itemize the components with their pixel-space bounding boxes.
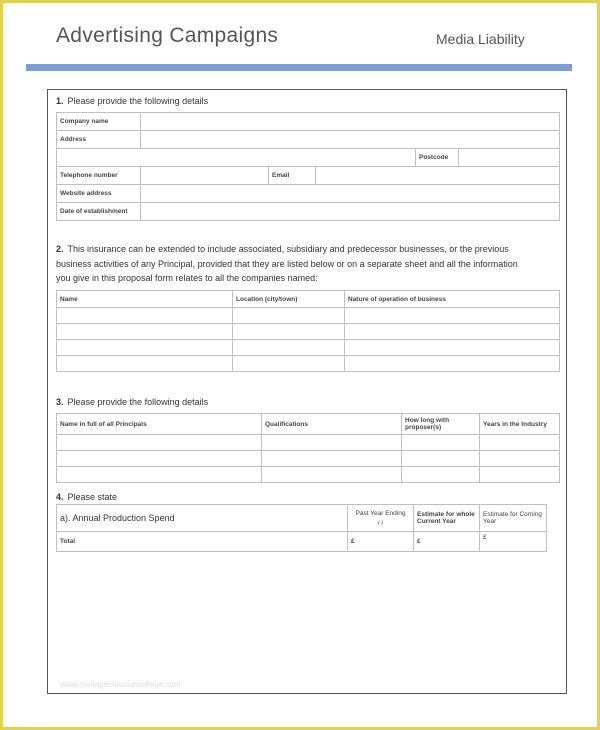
total-current-year-cell[interactable] — [414, 532, 480, 552]
page-title: Advertising Campaigns — [56, 24, 279, 47]
how-long-cell[interactable] — [402, 435, 480, 451]
table-row — [57, 308, 560, 324]
table-row — [57, 167, 560, 185]
section3-heading: 3. Please provide the following details — [56, 397, 209, 407]
nature-cell[interactable] — [345, 324, 560, 340]
page-subtitle: Media Liability — [436, 31, 525, 47]
website-field[interactable] — [141, 185, 560, 203]
address-field-line2[interactable] — [57, 149, 416, 167]
table-header-row — [57, 414, 560, 435]
table-row — [57, 467, 560, 483]
total-label: Total — [57, 532, 348, 552]
how-long-cell[interactable] — [402, 467, 480, 483]
past-year-cell[interactable] — [348, 505, 414, 532]
column-header-years: Years in the Industry — [480, 414, 560, 435]
company-name-field[interactable] — [141, 113, 560, 131]
location-cell[interactable] — [233, 340, 345, 356]
column-header-principals: Name in full of all Principals — [57, 414, 262, 435]
years-cell[interactable] — [480, 435, 560, 451]
section2-number: 2. — [56, 244, 64, 254]
column-header-how-long: How long with proposer(s) — [402, 414, 480, 435]
table-header-row — [57, 291, 560, 308]
table-row — [57, 203, 560, 221]
years-cell[interactable] — [480, 467, 560, 483]
table-row — [57, 435, 560, 451]
column-header-qualifications: Qualifications — [262, 414, 402, 435]
postcode-label: Postcode — [416, 149, 459, 167]
name-cell[interactable] — [57, 340, 233, 356]
column-header-name: Name — [57, 291, 233, 308]
email-field[interactable] — [316, 167, 560, 185]
section2-text: 2. This insurance can be extended to include associated, subsidiary and predecessor businesses, or the previous business activities of any Principal, provided that they are listed below or on a separate sheet and all the information you give in this proposal form relates to all the companies named: — [56, 244, 518, 283]
table-row — [57, 149, 560, 167]
nature-cell[interactable] — [345, 340, 560, 356]
address-field[interactable] — [141, 131, 560, 149]
currency-sign: £ — [417, 538, 421, 545]
section1-heading: 1. Please provide the following details — [56, 96, 209, 106]
name-cell[interactable] — [57, 308, 233, 324]
table-row — [57, 532, 547, 552]
table-row — [57, 505, 547, 532]
section1-number: 1. — [56, 96, 64, 106]
past-year-label: Past Year Ending — [355, 509, 406, 517]
company-name-label: Company name — [57, 113, 141, 131]
estimate-coming-label: Estimate for Coming Year — [480, 505, 547, 532]
details-table — [56, 112, 560, 221]
table-row — [57, 356, 560, 372]
annual-production-spend-label: a). Annual Production Spend — [57, 505, 348, 532]
years-cell[interactable] — [480, 451, 560, 467]
nature-cell[interactable] — [345, 308, 560, 324]
estimate-current-label: Estimate for whole Current Year — [414, 505, 480, 532]
address-label: Address — [57, 131, 141, 149]
principal-cell[interactable] — [57, 451, 262, 467]
table-row — [57, 451, 560, 467]
date-established-label: Date of establishment — [57, 203, 141, 221]
watermark: www.heritagechristiancollege.com — [60, 680, 181, 689]
name-cell[interactable] — [57, 356, 233, 372]
past-year-date-slashes: / / — [377, 519, 384, 527]
qualifications-cell[interactable] — [262, 451, 402, 467]
table-row — [57, 131, 560, 149]
qualifications-cell[interactable] — [262, 467, 402, 483]
column-header-nature: Nature of operation of business — [345, 291, 560, 308]
telephone-field[interactable] — [141, 167, 269, 185]
postcode-field[interactable] — [459, 149, 560, 167]
date-established-field[interactable] — [141, 203, 560, 221]
email-label: Email — [269, 167, 316, 185]
telephone-label: Telephone number — [57, 167, 141, 185]
section4-number: 4. — [56, 492, 64, 502]
how-long-cell[interactable] — [402, 451, 480, 467]
location-cell[interactable] — [233, 324, 345, 340]
location-cell[interactable] — [233, 308, 345, 324]
principals-table — [56, 413, 560, 483]
location-cell[interactable] — [233, 356, 345, 372]
header-divider-bar — [26, 64, 572, 71]
businesses-table — [56, 290, 560, 372]
total-past-year-cell[interactable] — [348, 532, 414, 552]
name-cell[interactable] — [57, 324, 233, 340]
currency-sign: £ — [483, 534, 487, 541]
principal-cell[interactable] — [57, 435, 262, 451]
principal-cell[interactable] — [57, 467, 262, 483]
column-header-location: Location (city/town) — [233, 291, 345, 308]
website-label: Website address — [57, 185, 141, 203]
nature-cell[interactable] — [345, 356, 560, 372]
table-row — [57, 113, 560, 131]
table-row — [57, 324, 560, 340]
section3-number: 3. — [56, 397, 64, 407]
section4-heading: 4. Please state — [56, 492, 118, 502]
production-spend-table — [56, 504, 547, 552]
total-coming-year-cell[interactable] — [480, 532, 547, 552]
currency-sign: £ — [351, 538, 355, 545]
qualifications-cell[interactable] — [262, 435, 402, 451]
table-row — [57, 185, 560, 203]
table-row — [57, 340, 560, 356]
